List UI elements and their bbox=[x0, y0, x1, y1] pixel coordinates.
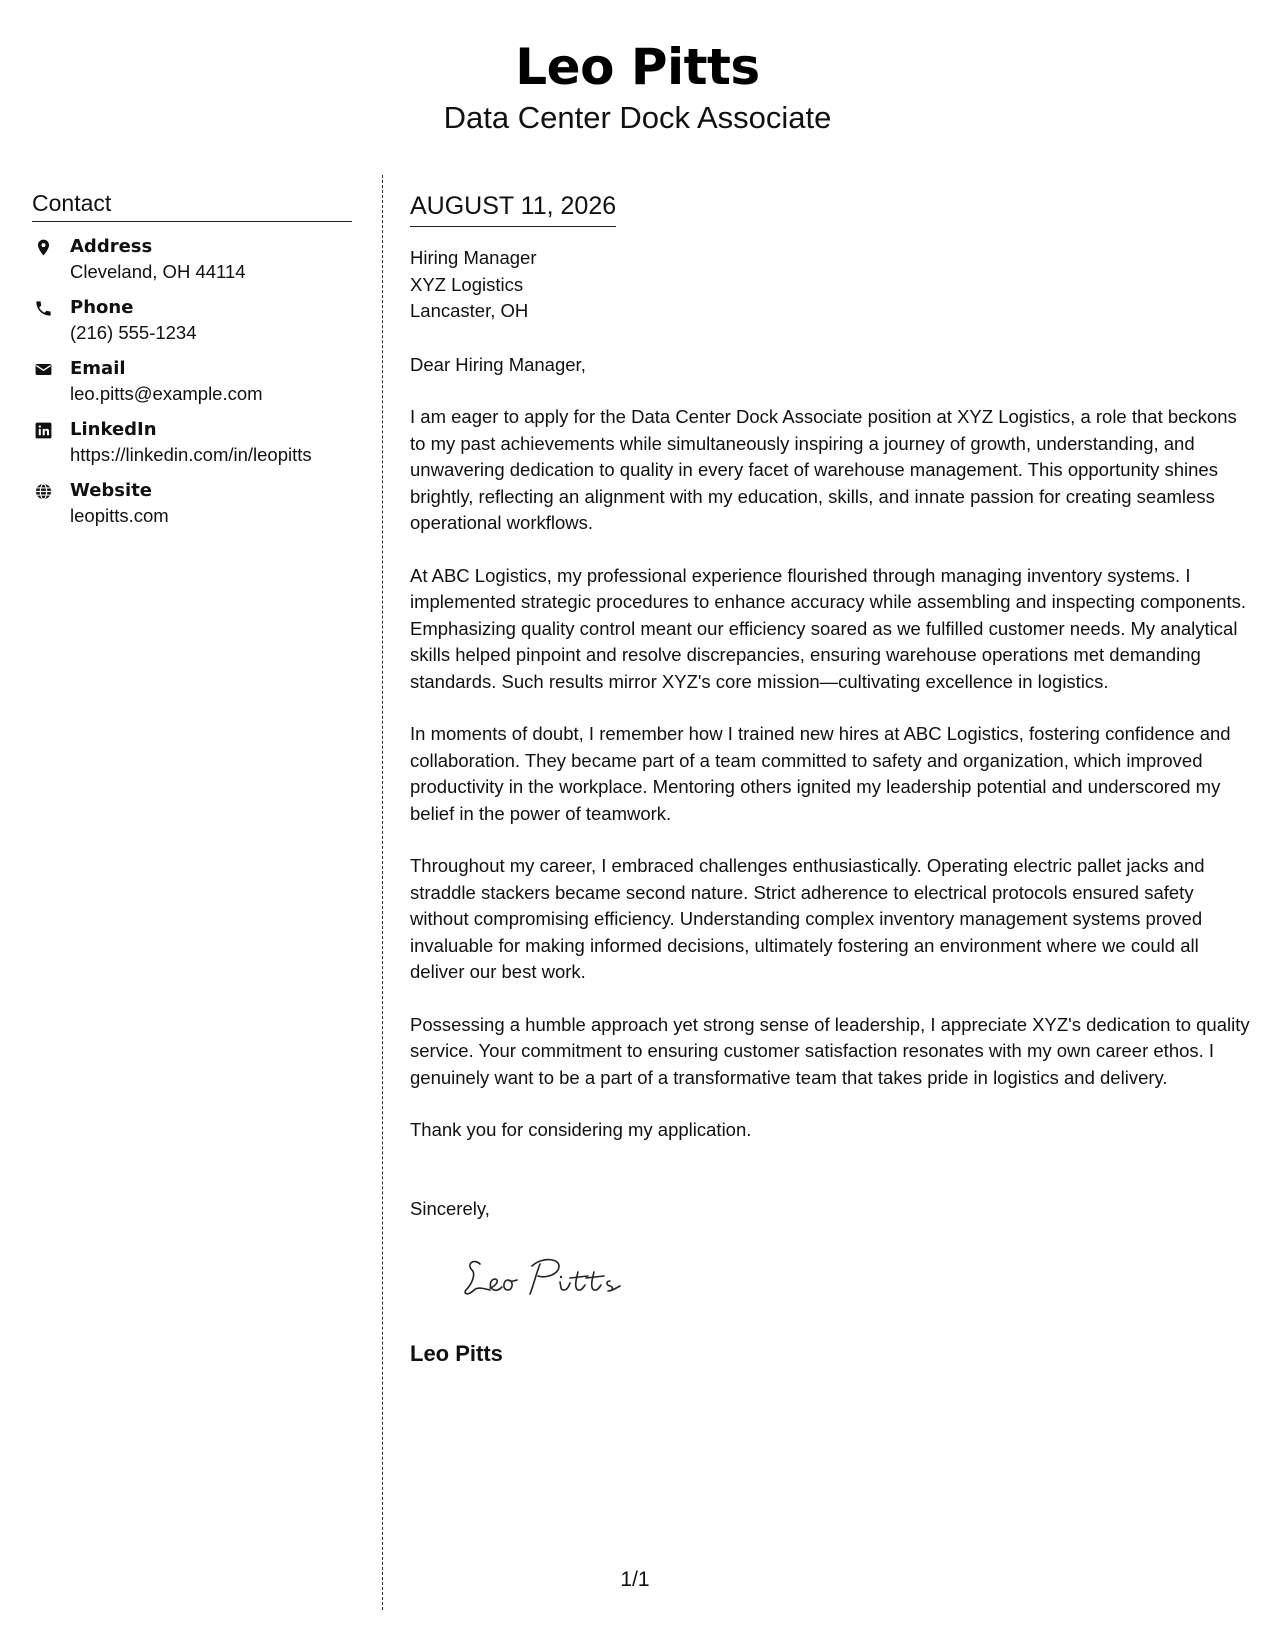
handwritten-signature bbox=[460, 1250, 630, 1300]
recipient-line: XYZ Logistics bbox=[410, 273, 524, 295]
map-pin-icon bbox=[32, 236, 54, 258]
contact-label: Phone bbox=[70, 297, 134, 318]
contact-item-website bbox=[32, 478, 352, 528]
page-number: 1/1 bbox=[620, 1568, 650, 1591]
job-title: Data Center Dock Associate bbox=[443, 100, 832, 135]
body-paragraph: Throughout my career, I embraced challenges enthusiastically. Operating electric pallet jacks and straddle stackers became second nature. Strict adherence to electrical protocols ensured safety without compromising efficiency. Understanding complex inventory management systems proved invaluable for making informed decisions, ultimately fostering an environment where we could all deliver our best work. bbox=[410, 855, 1205, 982]
letter-header bbox=[0, 36, 1275, 138]
recipient-line: Hiring Manager bbox=[410, 247, 537, 268]
closing: Sincerely, bbox=[410, 1197, 490, 1219]
globe-icon bbox=[32, 480, 54, 502]
body-paragraph: Possessing a humble approach yet strong sense of leadership, I appreciate XYZ's dedication to quality service. Your commitment to ensuring customer satisfaction resonates with my own career ethos. I genuinely want to be a part of a transformative team that takes pride in logistics and delivery. bbox=[410, 1013, 1250, 1088]
body-paragraph: Thank you for considering my application. bbox=[410, 1119, 752, 1140]
linkedin-icon bbox=[32, 419, 54, 441]
email-link[interactable]: leo.pitts@example.com bbox=[70, 383, 263, 404]
salutation: Dear Hiring Manager, bbox=[410, 353, 586, 375]
contact-item-linkedin bbox=[32, 417, 352, 467]
contact-item-phone bbox=[32, 295, 352, 345]
letter-date: AUGUST 11, 2026 bbox=[410, 190, 616, 227]
address-value: Cleveland, OH 44114 bbox=[70, 261, 246, 282]
body-paragraph: In moments of doubt, I remember how I trained new hires at ABC Logistics, fostering confidence and collaboration. They became part of a team committed to safety and organization, which improved productivity in the workplace. Mentoring others ignited my leadership potential and underscored my belief in the power of teamwork. bbox=[410, 723, 1231, 824]
body-paragraph: I am eager to apply for the Data Center Dock Associate position at XYZ Logistics, a role that beckons to my past achievements while simultaneously inspiring a journey of growth, understanding, and unwavering dedication to quality in every facet of warehouse management. This opportunity shines brightly, reflecting an alignment with my education, skills, and innate passion for creating seamless operational workflows. bbox=[410, 406, 1237, 533]
contact-label: Email bbox=[70, 358, 126, 379]
linkedin-link[interactable]: https://linkedin.com/in/leopitts bbox=[70, 444, 312, 465]
contact-label: LinkedIn bbox=[70, 419, 157, 440]
applicant-name: Leo Pitts bbox=[515, 38, 760, 96]
contact-item-email bbox=[32, 356, 352, 406]
letter-body bbox=[410, 190, 1255, 1368]
column-divider bbox=[382, 175, 383, 1610]
signer-name: Leo Pitts bbox=[410, 1340, 503, 1366]
website-link[interactable]: leopitts.com bbox=[70, 505, 169, 526]
contact-item-address bbox=[32, 234, 352, 284]
contact-label: Address bbox=[70, 236, 153, 257]
contact-sidebar bbox=[32, 188, 352, 539]
contact-heading: Contact bbox=[32, 188, 352, 222]
phone-icon bbox=[32, 297, 54, 319]
phone-value: (216) 555-1234 bbox=[70, 322, 197, 343]
recipient-block bbox=[410, 245, 1255, 325]
envelope-icon bbox=[32, 358, 54, 380]
recipient-line: Lancaster, OH bbox=[410, 300, 529, 321]
contact-label: Website bbox=[70, 480, 153, 501]
body-paragraph: At ABC Logistics, my professional experience flourished through managing inventory systems. I implemented strategic procedures to enhance accuracy while assembling and inspecting components. Emphasizing quality control meant our efficiency soared as we fulfilled customer needs. My analytical skills helped pinpoint and resolve discrepancies, ensuring warehouse operations met demanding standards. Such results mirror XYZ's core mission—cultivating excellence in logistics. bbox=[410, 564, 1247, 692]
